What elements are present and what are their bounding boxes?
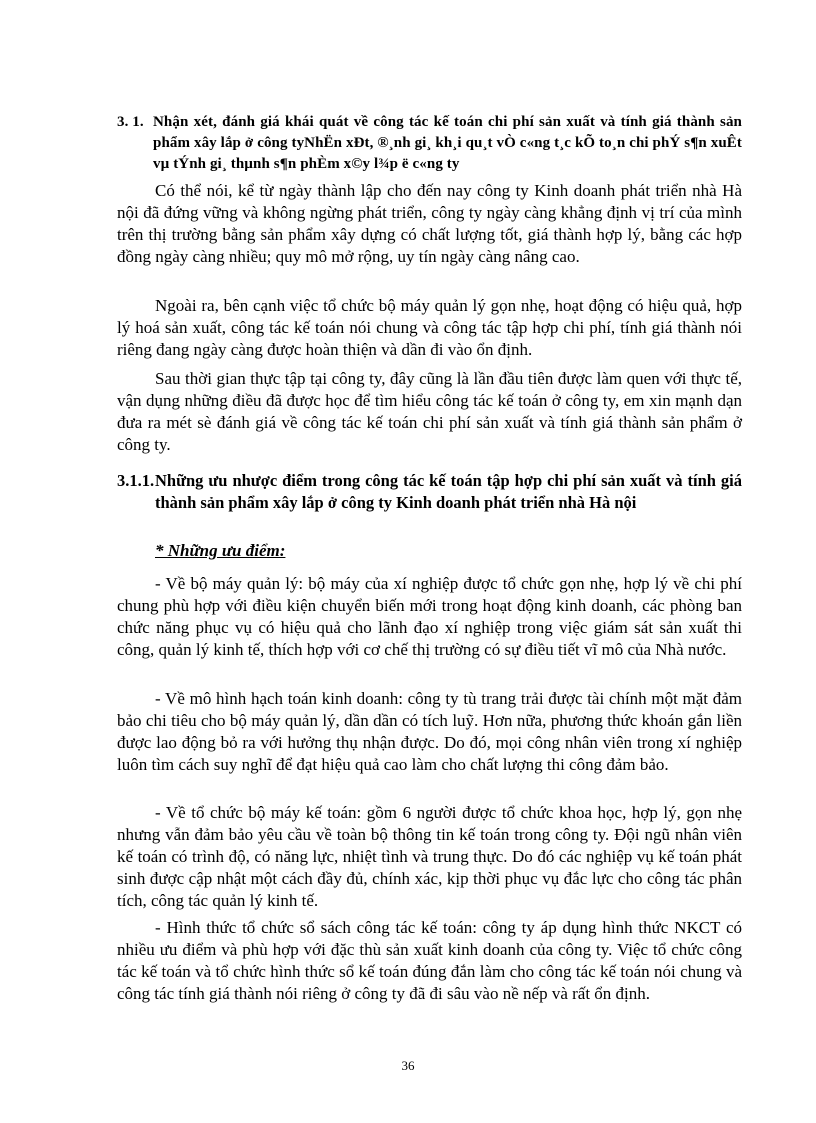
- advantages-subheading: * Những ưu điểm:: [155, 541, 286, 560]
- intro-paragraph: Có thể nói, kể từ ngày thành lập cho đến nay công ty Kinh doanh phát triển nhà Hà nội đã đứng vững và không ngừng phát triển, công ty ngày càng khẳng định vị trí của mình trên thị trường bằng sản phẩm xây dựng có chất lượng tốt, giá thành hợp lý, bằng các hợp đồng ngày càng nhiều; quy mô mở rộng, uy tín ngày càng nâng cao.: [117, 181, 742, 266]
- section-number: 3. 1.: [117, 114, 144, 130]
- section-heading-3-1: [117, 112, 742, 175]
- advantage-paragraph: - Về mô hình hạch toán kinh doanh: công ty tù trang trải được tài chính một mặt đảm bảo chi tiêu cho bộ máy quản lý, dần dần có tích luỹ. Hơn nữa, phương thức khoán gắn liền được lao động bỏ ra với hưởng thụ nhận được. Do đó, mọi công nhân viên trong xí nghiệp luôn tìm cách suy nghĩ để đạt hiệu quả cao làm cho chất lượng thi công đảm bảo.: [117, 689, 742, 774]
- intro-paragraph: Sau thời gian thực tập tại công ty, đây cũng là lần đầu tiên được làm quen với thực tế, vận dụng những điều đã được học để tìm hiểu công tác kế toán ở công ty, em xin mạnh dạn đưa ra mét sè đánh giá về công tác kế toán chi phí sản xuất và tính giá thành sản phẩm ở công ty.: [117, 369, 742, 454]
- section-heading-3-1-1: [117, 470, 742, 514]
- section-number: 3.1.1.: [117, 471, 155, 490]
- advantage-paragraph: - Về bộ máy quản lý: bộ máy của xí nghiệp được tổ chức gọn nhẹ, hợp lý về chi phí chung phù hợp với điều kiện chuyển biến mới trong hoạt động kinh doanh, các phòng ban chức năng phục vụ có hiệu quả cho lãnh đạo xí nghiệp trong việc giám sát sản xuất thi công, quản lý kinh tế, thích hợp với cơ chế thị trường có sự điều tiết vĩ mô của Nhà nước.: [117, 574, 742, 659]
- section-title: Nhận xét, đánh giá khái quát về công tác kế toán chi phí sản xuất và tính giá thành sản phẩm xây lắp ở công tyNhËn xÐt, ®¸nh gi¸ kh¸i qu¸t vÒ c«ng t¸c kÕ to¸n chi phÝ s¶n xuÊt vµ tÝnh gi¸ thµnh s¶n phÈm x©y l¾p ë c«ng ty: [153, 114, 742, 172]
- advantage-paragraph: - Về tổ chức bộ máy kế toán: gồm 6 người được tổ chức khoa học, hợp lý, gọn nhẹ nhưng vẫn đảm bảo yêu cầu về toàn bộ thông tin kế toán trong công ty. Đội ngũ nhân viên kế toán có trình độ, có năng lực, nhiệt tình và trung thực. Do đó các nghiệp vụ kế toán phát sinh được cập nhật một cách đầy đủ, chính xác, kịp thời phục vụ đắc lực cho công tác phân tích, công tác quản lý kinh tế.: [117, 803, 742, 910]
- advantage-paragraph: - Hình thức tổ chức sổ sách công tác kế toán: công ty áp dụng hình thức NKCT có nhiều ưu điểm và phù hợp với đặc thù sản xuất kinh doanh của công ty. Việc tổ chức công tác kế toán và tổ chức hình thức sổ kế toán đúng đắn làm cho công tác kế toán nói chung và công tác tính giá thành nói riêng ở công ty đã đi sâu vào nề nếp và rất ổn định.: [117, 918, 742, 1003]
- intro-paragraph: Ngoài ra, bên cạnh việc tổ chức bộ máy quản lý gọn nhẹ, hoạt động có hiệu quả, hợp lý hoá sản xuất, công tác kế toán nói chung và công tác tập hợp chi phí, tính giá thành nói riêng đang ngày càng được hoàn thiện và dần đi vào ổn định.: [117, 296, 742, 359]
- page-number: 36: [401, 1058, 415, 1073]
- section-title: Những ưu nhược điểm trong công tác kế toán tập hợp chi phí sản xuất và tính giá thành sản phẩm xây lắp ở công ty Kinh doanh phát triển nhà Hà nội: [155, 471, 742, 512]
